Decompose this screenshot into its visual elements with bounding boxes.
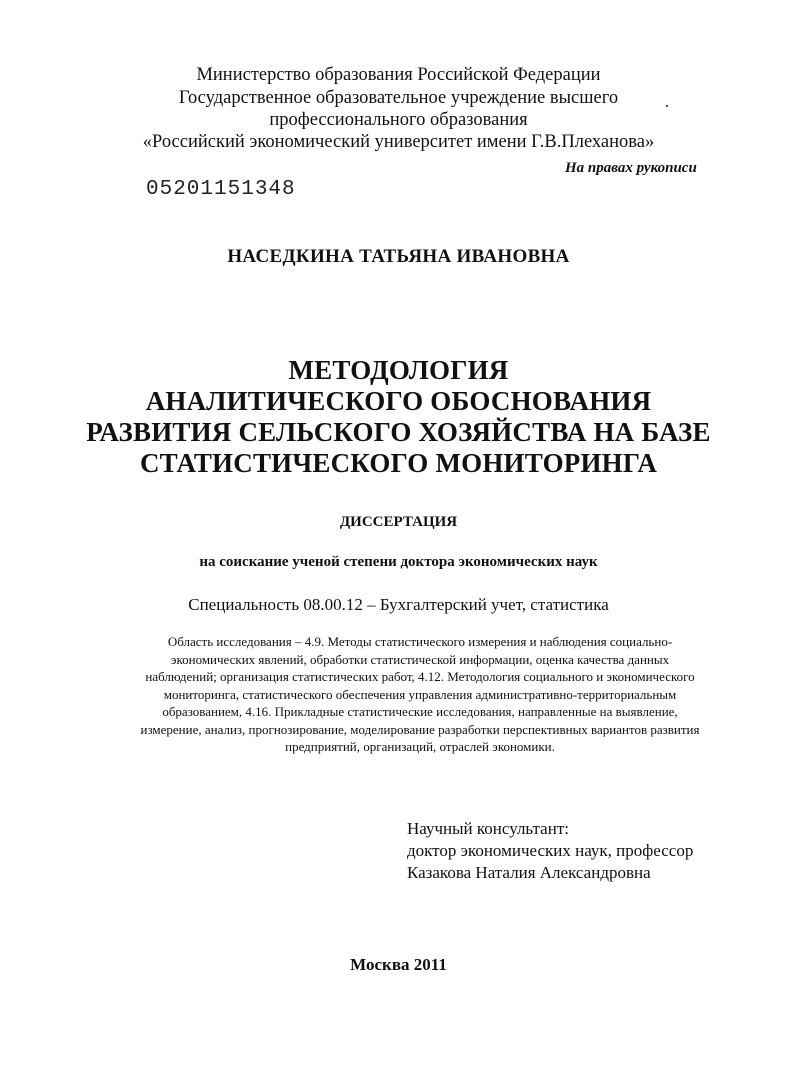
degree-line: на соискание ученой степени доктора экономических наук (199, 554, 598, 570)
title-line-4: СТАТИСТИЧЕСКОГО МОНИТОРИНГА (139, 448, 658, 478)
research-area-line: измерение, анализ, прогнозирование, моделирование разработки перспективных вариантов развития (140, 721, 700, 737)
research-area-line: экономических явлений, обработки статистической информации, оценка качества данных (170, 651, 670, 667)
library-stamp-number: 05201151348 (146, 178, 296, 201)
ministry-line-4: «Российский экономический университет имени Г.В.Плеханова» (142, 132, 655, 152)
ministry-line-1: Министерство образования Российской Федерации (196, 65, 601, 85)
document-type: ДИССЕРТАЦИЯ (339, 514, 458, 530)
research-area-line: предприятий, организаций, отраслей экономики. (285, 739, 555, 754)
consultant-label: Научный консультант: (407, 819, 569, 838)
research-area-line: образованием, 4.16. Прикладные статистические исследования, направленные на выявление, (162, 704, 678, 719)
research-area-line: Область исследования – 4.9. Методы статистического измерения и наблюдения социально- (167, 634, 673, 649)
consultant-degree: доктор экономических наук, профессор (407, 841, 694, 860)
research-area (95, 633, 745, 756)
title-line-1: МЕТОДОЛОГИЯ (288, 355, 509, 385)
ministry-line-3: профессионального образования (269, 110, 528, 130)
research-area-line: мониторинга, статистического обеспечения управления административно-территориальным (163, 686, 677, 702)
scientific-consultant (407, 818, 693, 884)
title-line-3: РАЗВИТИЯ СЕЛЬСКОГО ХОЗЯЙСТВА НА БАЗЕ (86, 417, 711, 447)
research-area-line: наблюдений; организация статистических работ, 4.12. Методология социального и экономического (145, 669, 695, 684)
consultant-name: Казакова Наталия Александровна (407, 863, 651, 882)
manuscript-note: На правах рукописи (565, 160, 697, 176)
title-line-2: АНАЛИТИЧЕСКОГО ОБОСНОВАНИЯ (145, 386, 652, 416)
specialty-line: Специальность 08.00.12 – Бухгалтерский учет, статистика (188, 595, 609, 614)
ministry-line-2: Государственное образовательное учреждение высшего (178, 88, 619, 108)
author-name: НАСЕДКИНА ТАТЬЯНА ИВАНОВНА (227, 246, 570, 267)
scan-speck (666, 105, 668, 107)
city-year: Москва 2011 (350, 955, 447, 974)
